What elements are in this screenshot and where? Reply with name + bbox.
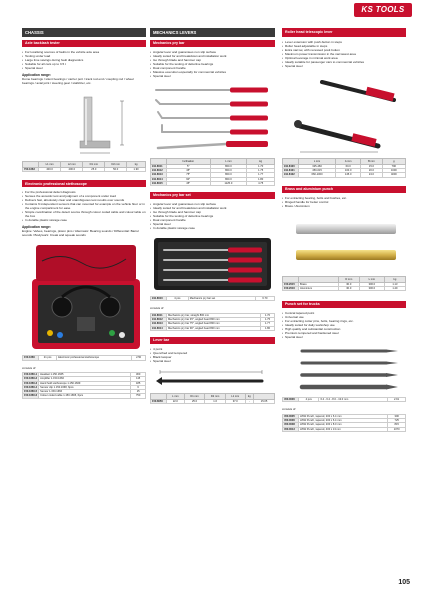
spec-table: L mm D1 mm D2 mm L1 mm kg 150.8050 22.0 25.0 1.6 37.0 - 15.05 [150, 393, 275, 404]
table-row: 911.8014 Mechanics pry bar 90°, angled head 800 mm 1.80 [151, 326, 275, 330]
feature: • For localising sources of faults in the vehicle axle area [22, 50, 146, 54]
feature: • Testing under load [22, 54, 146, 58]
table-row: 450.0008 HSW Punch, tapered, 200 x 8.0 mm 815 [283, 423, 406, 427]
feature: • Suitable for all cars up to 3.5 t [22, 62, 146, 66]
spec-table: L mm A mm B mm g 911.8100 325-460 60.0 15.0 790 911.8101 450-615 100.0 20.0 1600 911.8102 660-1000 145.0 24.0 4000 [282, 158, 406, 178]
feature: • For the professional defect diagnosis [22, 190, 146, 194]
feature-list [22, 50, 146, 70]
table-row: 911.8011 5° 800.0 1.70 [151, 165, 275, 169]
spec-table [150, 296, 275, 301]
table-row: 911.8010 4 pcs Mechanics pry bar set 6.70 [151, 297, 275, 301]
table-row: 150.1660 21 pcs Electronic professional stethoscope 2.50 [23, 356, 146, 360]
feature-list [150, 202, 275, 230]
application-heading: Application range: [22, 225, 51, 230]
feature: • Delivers fast, absolutely clear and unambiguous test results over sounds [22, 198, 146, 202]
product-title: Mechanics pry bar [150, 40, 275, 47]
pry-bar-image [150, 82, 275, 156]
table-row: 450.0006 HSW Punch, tapered, 200 x 6.4 mm 725 [283, 419, 406, 423]
feature: • Suitable for the testing of defective bearings [150, 214, 275, 218]
table-row: 911.8013 Mechanics pry bar 75°, angled head 800 mm 1.77 [151, 322, 275, 326]
consists-of-label: consists of: [22, 365, 36, 370]
column-mechanics-levers [150, 28, 275, 404]
feature-list [282, 40, 406, 68]
brass-aluminium-punch-image [282, 212, 406, 274]
spec-table: D mm L mm kg 150.2015 Brass 30.0 300.0 1.13 150.2016 Aluminium 30.0 300.0 1.49 [282, 276, 406, 291]
feature: • Go through blade and hammer cap [150, 58, 275, 62]
feature-list [282, 311, 406, 339]
parts-table [22, 372, 146, 398]
feature-list [22, 190, 146, 222]
feature: • For extracting bearing, bolts and bushes, etc. [282, 196, 406, 200]
column-levers-punches [282, 28, 406, 432]
parts-table [282, 414, 406, 432]
table-row: 911.8013 75° 800.0 1.77 [151, 173, 275, 177]
section-title: CHASSIS [22, 28, 146, 37]
feature: • Quenched and tempered [150, 351, 275, 355]
axle-tester-image [22, 89, 146, 159]
product-title: Roller head telescopic lever [282, 28, 406, 37]
table-row: 911.8012 45° 800.0 1.75 [151, 169, 275, 173]
feature: • Angular lever and guarantees non slip surface [150, 202, 275, 206]
parts-table [150, 313, 275, 331]
feature: • In durable plastic storage case [150, 226, 275, 230]
feature: • Black lacquer [150, 355, 275, 359]
punch-set-image [282, 343, 406, 395]
table-row: 700.1663 400.0 400.0 25.0 50.0 1.90 [23, 168, 146, 172]
feature: • Lever extension with push-button in steps [282, 40, 406, 44]
application-text: Engine: Valves, bearings, piston pins / Alternator: Bearing sounds / Differential: Barrel sounds / Bodywork: Creak and squeak sounds [22, 229, 139, 238]
feature: • Special steel [150, 222, 275, 226]
table-row: 911.8102 660-1000 145.0 24.0 4000 [283, 173, 406, 177]
table-row: 450.0013 HSW Punch, tapered, 400 x 13 mm 1070 [283, 427, 406, 431]
feature: • Large lime savings during fault diagnostics [22, 58, 146, 62]
feature: • Conical tapered point [282, 311, 406, 315]
table-row: 911.8014 90° 800.0 1.80 [151, 177, 275, 181]
feature: • Dual component handle [150, 218, 275, 222]
spec-table: L1 mm L2 mm D1 mm D2 mm kg 700.1663 400.0 400.0 25.0 50.0 1.90 [22, 161, 146, 172]
pry-bar-set-case-image [150, 234, 275, 294]
spec-table: Inclination L mm kg 911.8011 5° 800.0 1.70 911.8012 45° 800.0 1.75 911.8013 75° 800.0 1.77 911.8014 90° 800.0 1.80 911.8015 45° 1125.0 4.75 [150, 158, 275, 186]
header-bar [0, 0, 424, 22]
table-row: 450.0005 HSW Punch, tapered, 200 x 6.4 mm 300 [283, 414, 406, 418]
table-row: 150.8050 22.0 25.0 1.6 37.0 - 15.05 [151, 399, 275, 403]
consists-of-label: consists of: [150, 306, 164, 311]
feature: • Roller head adjustable in steps [282, 44, 406, 48]
feature: • Ideally suited for daily workshop use [282, 323, 406, 327]
feature: • Special steel [282, 335, 406, 339]
feature-list [150, 50, 275, 78]
feature: • Optimal leverage in minimal work area [282, 56, 406, 60]
feature: • For extracting cotter pins, bolts, bearing rings, etc. [282, 319, 406, 323]
feature: • Ideally suited for and breakdown and installation work [150, 54, 275, 58]
table-row: 911.8012 Mechanics pry bar 45°, angled head 800 mm 1.75 [151, 318, 275, 322]
lever-bar-image [150, 367, 275, 391]
feature: • 4 point [150, 347, 275, 351]
product-title: Lever bar [150, 337, 275, 344]
feature: • Simple coordination of the detect source through colour coded cable and colour table on the box [22, 210, 146, 218]
spec-table [22, 355, 146, 360]
feature: • Brass / Aluminium [282, 204, 406, 208]
table-row: 150.1660-3 Hand held stethoscope 1.150.1669 185 [23, 381, 146, 385]
spec-table [282, 397, 406, 402]
feature: • Suitable for the testing of defective bearings [150, 62, 275, 66]
feature-list [282, 196, 406, 208]
table-row: 911.8100 325-460 60.0 15.0 790 [283, 165, 406, 169]
stethoscope-case-image [22, 241, 146, 353]
consists-of-label: consists of: [282, 407, 296, 412]
table-row: 150.2016 Aluminium 30.0 300.0 1.49 [283, 286, 406, 290]
feature: • Ringed handle for better control [282, 200, 406, 204]
product-title: Mechanics pry bar set [150, 192, 275, 199]
feature: • High quality and substantial construction [282, 327, 406, 331]
brand-logo: KS TOOLS [354, 3, 412, 17]
table-row: 150.1660-6 Colour coded cable 1.150.1665, 6pcs 750 [23, 394, 146, 398]
feature: • Special steel [150, 74, 275, 78]
table-row: 150.1660-4 Sensor clip 1.150.1668, 6pcs 6 [23, 385, 146, 389]
feature: • Contains 6 independent sensors that can mounted for example on the vehicle floor or in the engine compartment for ease [22, 202, 146, 210]
feature: • Angular lever and guarantees non slip surface [150, 50, 275, 54]
feature-list [150, 347, 275, 363]
product-title: Punch set for trucks [282, 301, 406, 308]
table-row: 911.8101 450-615 100.0 20.0 1600 [283, 169, 406, 173]
product-title: Electronic professional stethoscope [22, 180, 146, 187]
product-title: Axle backlash tester [22, 40, 146, 47]
table-row: 150.1660-1 Headset 1.150.1665 300 [23, 373, 146, 377]
feature: • Massive execution especially for commercial vehicles [150, 70, 275, 74]
table-row: 150.2015 Brass 30.0 300.0 1.13 [283, 282, 406, 286]
feature: • Senses the acoustic test and judgment of a component under load [22, 194, 146, 198]
feature: • In durable plastic storage case [22, 218, 146, 222]
feature: • Ideally suited for and breakdown and installation work [150, 206, 275, 210]
table-row: 911.8015 45° 1125.0 4.75 [151, 181, 275, 185]
telescopic-lever-image [282, 72, 406, 156]
section-title: MECHANICS LEVERS [150, 28, 275, 37]
feature: • Ideally suitable for passenger cars to commercial vehicles [282, 60, 406, 64]
feature: • Dual component handle [150, 66, 275, 70]
feature: • Special steel [282, 64, 406, 68]
feature: • Special steel [150, 359, 275, 363]
application-text: Dome bearings / silent bearings / carrier port / track rod end / coupling rod / wheel bearings / axial joint / steering gear / stabilizer, etc. [22, 77, 134, 86]
table-row: 911.8011 Mechanics pry bar, straight 800 mm 1.70 [151, 313, 275, 317]
feature: • Special steel [22, 66, 146, 70]
product-title: Brass and aluminium punch [282, 186, 406, 193]
feature: • Extra narrow, with recessed posit button [282, 48, 406, 52]
table-row: 150.1660-5 Sensor 1.150.1666 15 [23, 390, 146, 394]
column-chassis [22, 28, 146, 399]
feature: • Go through blade and hammer cap [150, 210, 275, 214]
feature: • Maximum power transmission in the narrowest area [282, 52, 406, 56]
page-number: 105 [398, 579, 410, 587]
application-heading: Application range: [22, 73, 51, 77]
table-row: 450.0000 4 pcs 6.4 - 6.4 - 8.0 - 13.0 mm 2.91 [283, 398, 406, 402]
feature: • Universal use [282, 315, 406, 319]
table-row: 150.1660-2 Amplifier 1.150.1666 115 [23, 377, 146, 381]
feature: • Premium tempered and hardened steel [282, 331, 406, 335]
